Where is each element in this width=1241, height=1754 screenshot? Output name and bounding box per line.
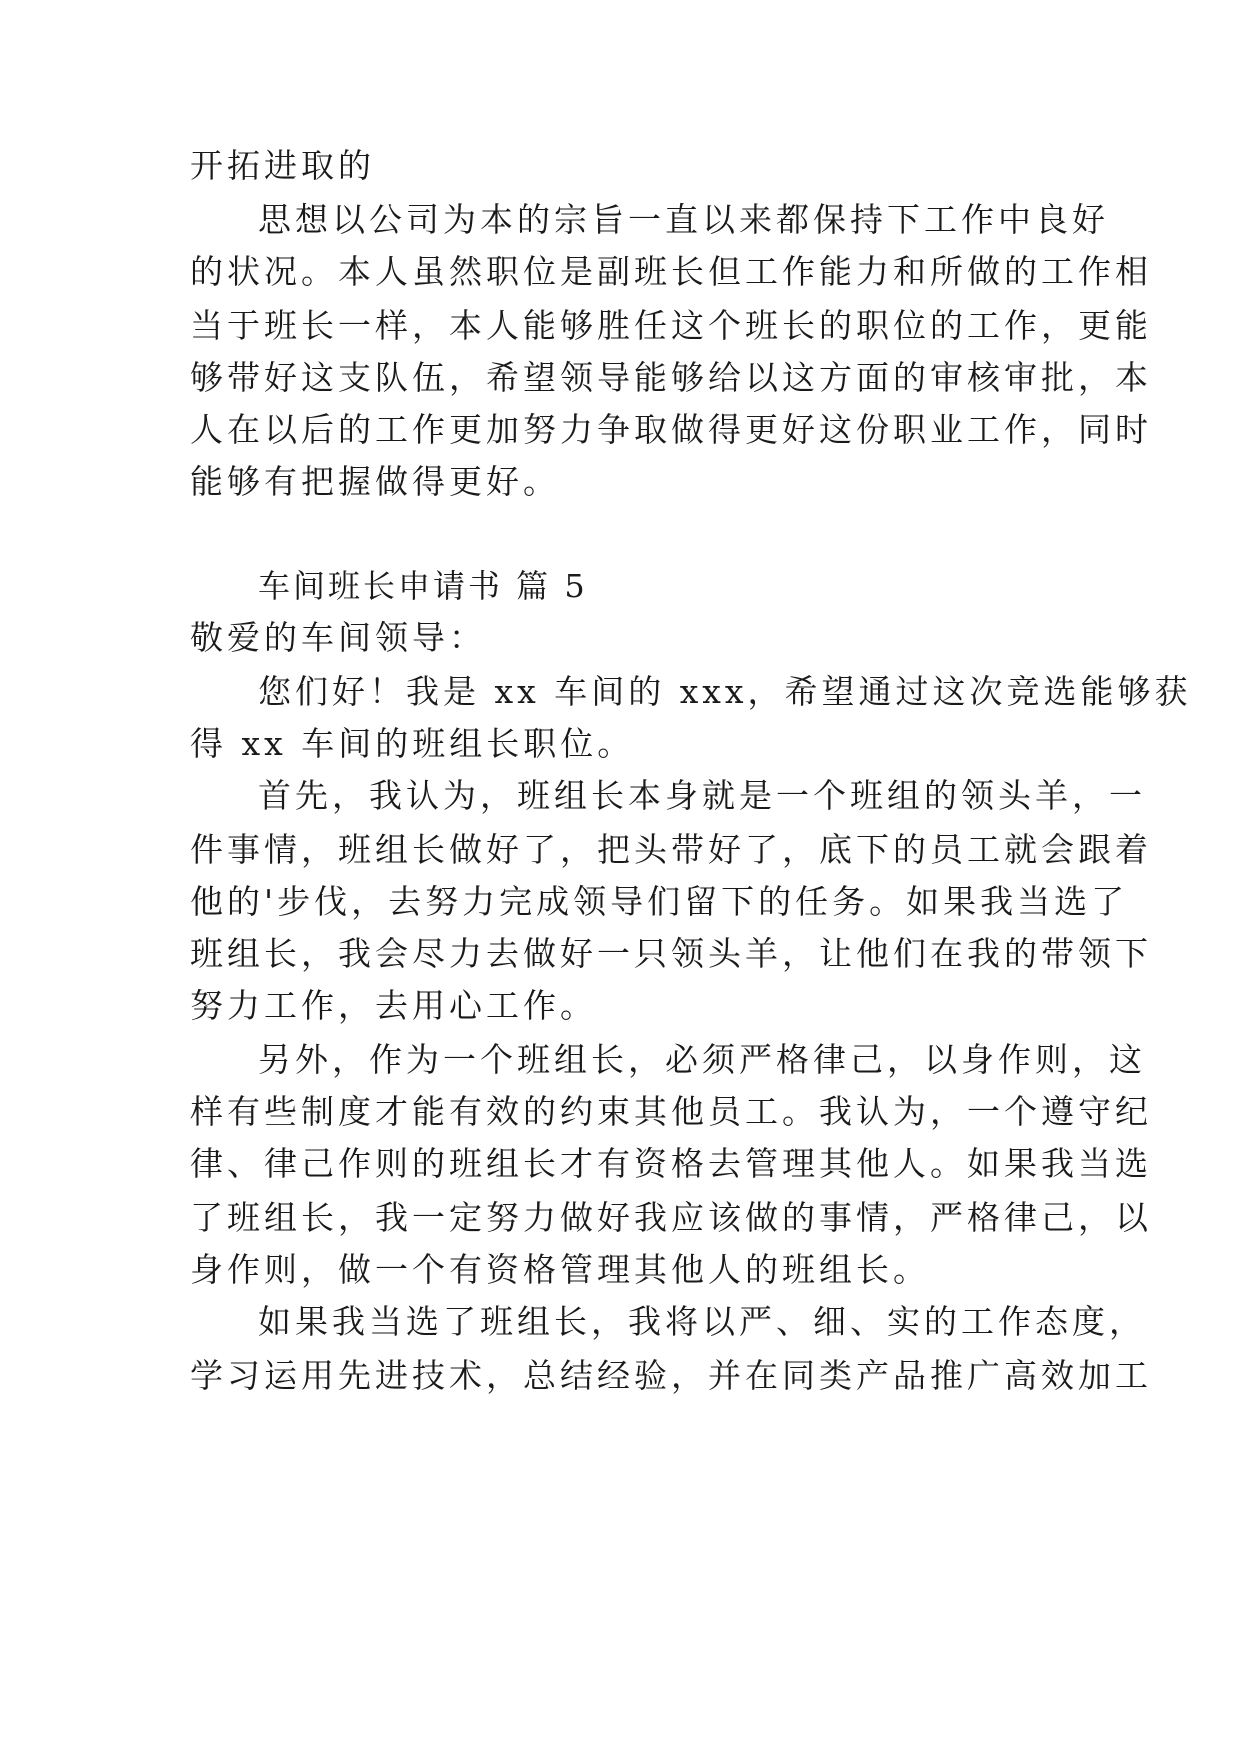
paragraph-first-line: 首先，我认为，班组长本身就是一个班组的领头羊，一 — [258, 776, 1146, 815]
paragraph-first-line: 如果我当选了班组长，我将以严、细、实的工作态度， — [258, 1302, 1146, 1341]
paragraph-first-line: 您们好！我是 xx 车间的 xxx，希望通过这次竞选能够获 — [258, 672, 1192, 711]
text-line: 够带好这支队伍，希望领导能够给以这方面的审核审批，本 — [190, 358, 1152, 397]
text-line: 得 xx 车间的班组长职位。 — [190, 724, 635, 763]
text-line: 了班组长，我一定努力做好我应该做的事情，严格律己，以 — [190, 1198, 1152, 1237]
text-line: 开拓进取的 — [190, 146, 375, 185]
text-line: 的状况。本人虽然职位是副班长但工作能力和所做的工作相 — [190, 252, 1152, 291]
text-line: 能够有把握做得更好。 — [190, 462, 560, 501]
text-line: 努力工作，去用心工作。 — [190, 986, 597, 1025]
text-line: 件事情，班组长做好了，把头带好了，底下的员工就会跟着 — [190, 830, 1152, 869]
text-line: 班组长，我会尽力去做好一只领头羊，让他们在我的带领下 — [190, 934, 1152, 973]
salutation: 敬爱的车间领导： — [190, 618, 486, 657]
text-line: 律、律己作则的班组长才有资格去管理其他人。如果我当选 — [190, 1144, 1152, 1183]
text-line: 学习运用先进技术，总结经验，并在同类产品推广高效加工 — [190, 1356, 1152, 1395]
section-heading: 车间班长申请书 篇 5 — [258, 567, 588, 605]
paragraph-first-line: 思想以公司为本的宗旨一直以来都保持下工作中良好 — [258, 200, 1109, 239]
text-line: 样有些制度才能有效的约束其他员工。我认为，一个遵守纪 — [190, 1092, 1152, 1131]
text-line: 人在以后的工作更加努力争取做得更好这份职业工作，同时 — [190, 410, 1152, 449]
text-line: 身作则，做一个有资格管理其他人的班组长。 — [190, 1250, 930, 1289]
paragraph-first-line: 另外，作为一个班组长，必须严格律己，以身作则，这 — [258, 1040, 1146, 1079]
text-line: 他的'步伐，去努力完成领导们留下的任务。如果我当选了 — [190, 882, 1129, 921]
text-line: 当于班长一样，本人能够胜任这个班长的职位的工作，更能 — [190, 306, 1152, 345]
